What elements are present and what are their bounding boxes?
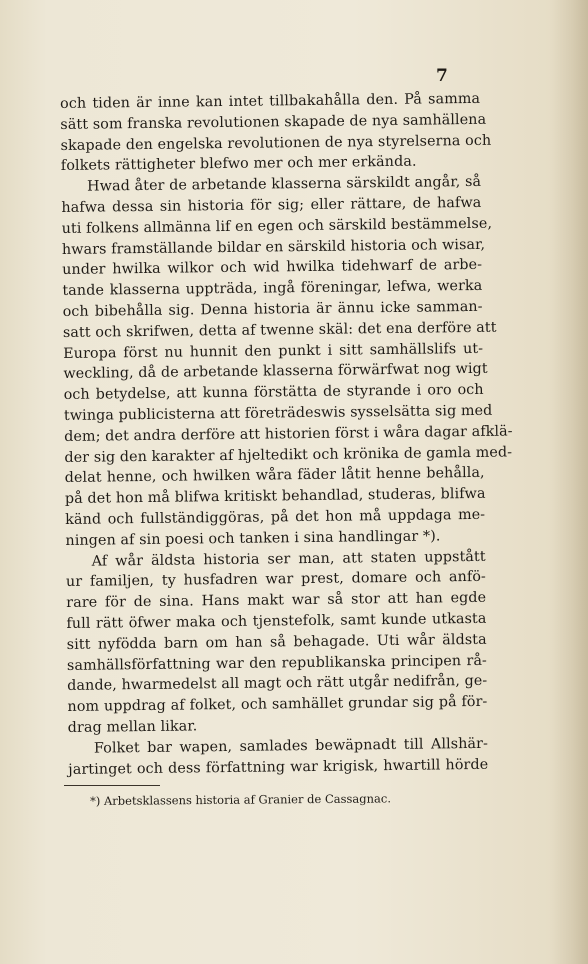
text-line: Europa först nu hunnit den punkt i sitt samhällslifs ut- bbox=[63, 340, 484, 362]
text-line: och tiden är inne kan intet tillbakahålla den. På samma bbox=[60, 90, 481, 112]
text-line: Folket bar wapen, samlades bewäpnadt till Allshär- bbox=[93, 735, 489, 757]
body-text bbox=[60, 89, 513, 780]
text-line: uti folkens allmänna lif en egen och särskild bestämmelse, bbox=[61, 215, 493, 237]
page-number: 7 bbox=[436, 66, 448, 86]
text-line: satt och skrifwen, detta af twenne skäl: det ena derföre att bbox=[62, 319, 497, 341]
text-line: rare för de sina. Hans makt war så stor att han egde bbox=[66, 589, 487, 612]
footnote: *) Arbetsklassens historia af Granier de Cassagnac. bbox=[90, 791, 392, 808]
text-line: full rätt öfwer maka och tjenstefolk, samt kunde utkasta bbox=[66, 610, 487, 632]
text-line: drag mellan likar. bbox=[67, 718, 198, 736]
text-line: under hwilka wilkor och wid hwilka tidehwarf de arbe- bbox=[62, 257, 483, 279]
text-line: delat henne, och hwilken wåra fäder låtit henne behålla, bbox=[64, 465, 485, 487]
text-line: och betydelse, att kunna förstätta de styrande i oro och bbox=[63, 382, 484, 404]
text-line: nom uppdrag af folket, och samhället grundar sig på för- bbox=[67, 693, 488, 716]
page-edge-shadow bbox=[548, 0, 588, 964]
text-line: känd och fullständiggöras, på det hon må uppdaga me- bbox=[65, 506, 486, 528]
text-line: ur familjen, ty husfadren war prest, domare och anfö- bbox=[65, 569, 487, 591]
text-line: dem; det andra derföre att historien först i wåra dagar afklä- bbox=[64, 423, 513, 445]
text-line: ningen af sin poesi och tanken i sina handlingar *). bbox=[65, 528, 441, 549]
text-line: folkets rättigheter blefwo mer och mer erkända. bbox=[60, 154, 417, 175]
text-line: dande, hwarmedelst all magt och rätt utgår nedifrån, ge- bbox=[67, 673, 488, 695]
text-line: och bibehålla sig. Denna historia är ännu icke samman- bbox=[62, 298, 483, 320]
text-line: Hwad åter de arbetande klasserna särskildt angår, så bbox=[87, 174, 482, 195]
text-line: sätt som franska revolutionen skapade de nya samhällena bbox=[60, 111, 487, 133]
text-line: jartinget och dess författning war krigisk, hwartill hörde bbox=[68, 756, 489, 778]
text-line: der sig den karakter af hjeltedikt och krönika de gamla med- bbox=[64, 444, 513, 466]
text-line: weckling, då de arbetande klasserna förwärfwat nog wigt bbox=[63, 361, 488, 383]
text-line: på det hon må blifwa kritiskt behandlad, studeras, blifwa bbox=[64, 485, 486, 508]
text-line: hwars framställande bildar en särskild historia och wisar, bbox=[61, 236, 486, 258]
text-line: Af wår äldsta historia ser man, att staten uppstått bbox=[91, 548, 486, 570]
text-line: tande klasserna uppträda, ingå föreningar, lefwa, werka bbox=[62, 278, 483, 300]
text-line: samhällsförfattning war den republikanska principen rå- bbox=[66, 652, 488, 674]
text-line: twinga publicisterna att företrädeswis sysselsätta sig med bbox=[63, 402, 493, 424]
text-line: skapade den engelska revolutionen de nya styrelserna och bbox=[60, 132, 492, 154]
footnote-divider bbox=[64, 785, 160, 786]
text-line: hafwa dessa sin historia för sig; eller rättare, de hafwa bbox=[61, 194, 482, 216]
text-line: sitt nyfödda barn om han så behagade. Uti wår äldsta bbox=[66, 631, 487, 653]
